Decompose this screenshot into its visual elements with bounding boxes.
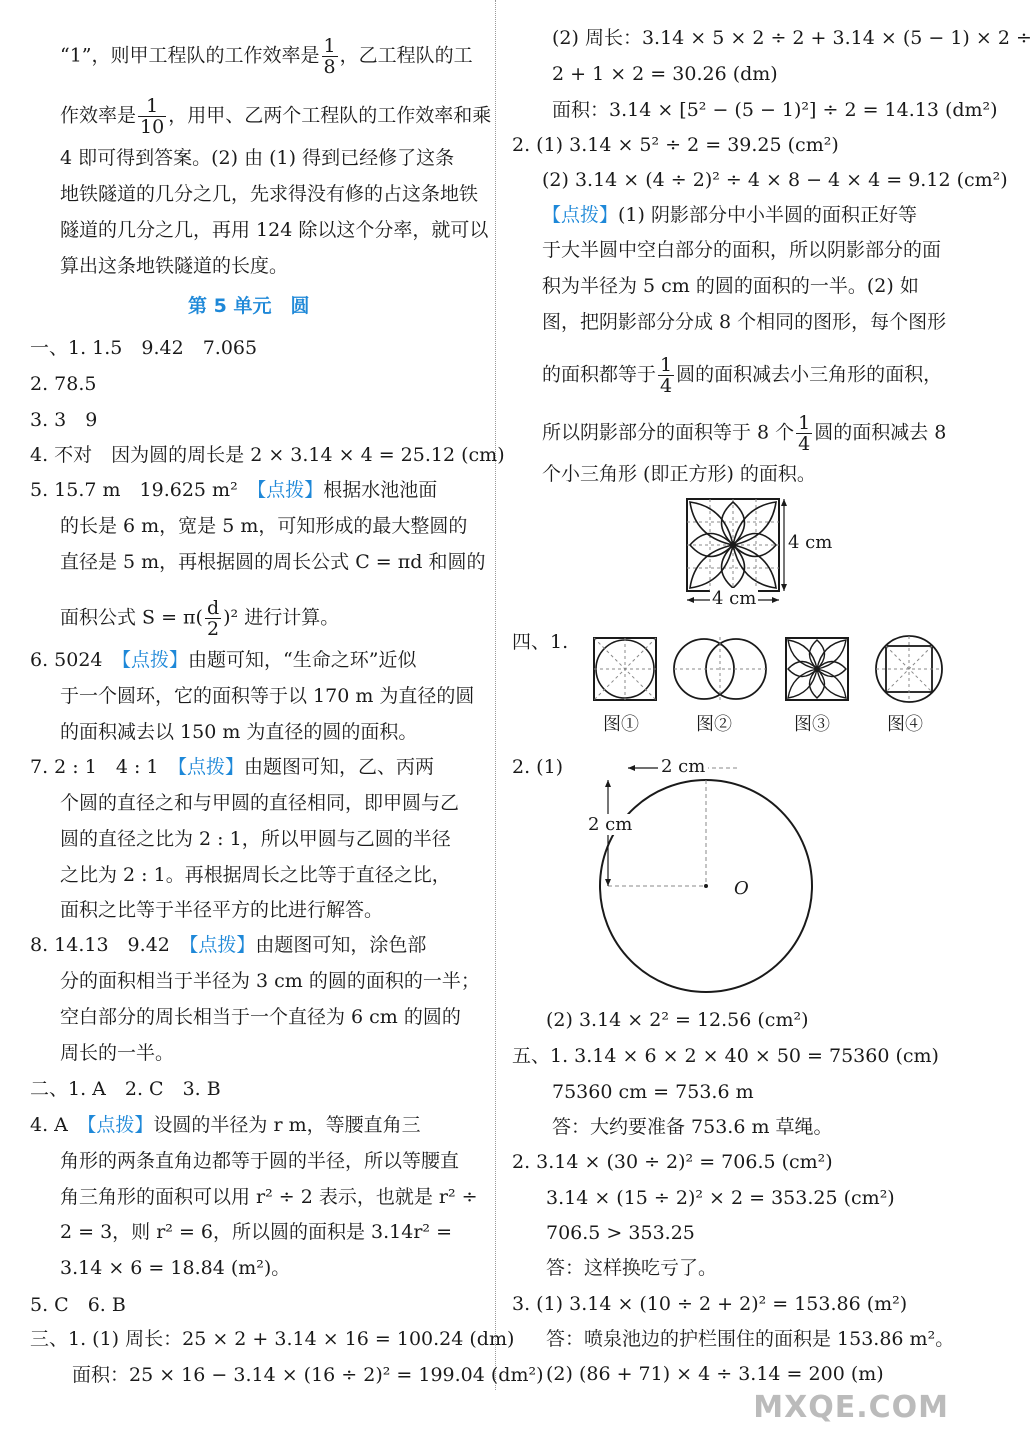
tip-label: 【点拨】: [188, 934, 256, 956]
text-line: 作效率是 $\frac{1}{10}$ ，用甲、乙两个工程队的工作效率和乘: [60, 95, 492, 138]
column-divider: [495, 0, 496, 1390]
section-heading: 四、1.: [512, 631, 569, 653]
center-label: O: [734, 878, 749, 899]
text-line: 空白部分的周长相当于一个直径为 6 cm 的圆的: [60, 1006, 461, 1028]
answer-line: 五、1. 3.14 × 6 × 2 × 40 × 50 = 75360 (cm): [512, 1045, 939, 1067]
text-line: (2) 周长：3.14 × 5 × 2 ÷ 2 + 3.14 × (5 − 1) × 2 ÷: [552, 27, 1032, 49]
text-line: 面积：25 × 16 − 3.14 × (16 ÷ 2)² = 199.04 (dm²): [72, 1364, 544, 1386]
text-line: 直径是 5 m，再根据圆的周长公式 C = πd 和圆的: [60, 551, 486, 573]
tip-label: 【点拨】: [86, 1114, 154, 1136]
text-line: 面积：3.14 × [5² − (5 − 1)²] ÷ 2 = 14.13 (dm²): [552, 99, 998, 121]
text-line: 面积之比等于半径平方的比进行解答。: [60, 899, 384, 921]
answer-line: 5. C 6. B: [30, 1294, 126, 1316]
answer-line: 三、1. (1) 周长：25 × 2 + 3.14 × 16 = 100.24 (dm): [30, 1328, 515, 1350]
text-line: 3.14 × (15 ÷ 2)² × 2 = 353.25 (cm²): [546, 1187, 895, 1209]
text-line: 4 即可得到答案。(2) 由 (1) 得到已经修了这条: [60, 147, 455, 169]
text-line: 角三角形的面积可以用 r² ÷ 2 表示，也就是 r² ÷: [60, 1186, 478, 1208]
text-line: 所以阴影部分的面积等于 8 个 $\frac{1}{4}$ 圆的面积减去 8: [542, 412, 947, 455]
text-line: 地铁隧道的几分之几，先求得没有修的占这条地铁: [60, 183, 479, 205]
answer-line: 7. 2 : 1 4 : 1 【点拨】由题图可知，乙、丙两: [30, 756, 435, 778]
text-line: 于大半圆中空白部分的面积，所以阴影部分的面: [542, 239, 942, 261]
answer-line: 2. (1) 3.14 × 5² ÷ 2 = 39.25 (cm²): [512, 134, 839, 156]
circle-construction-figure: [590, 758, 770, 992]
radius-label-left: 2 cm: [588, 814, 633, 835]
text-line: 图，把阴影部分分成 8 个相同的图形，每个图形: [542, 311, 947, 333]
answer-line: 一、1. 1.5 9.42 7.065: [30, 337, 258, 359]
figure-1-square-circle: [590, 634, 660, 704]
text-line: (2) 3.14 × (4 ÷ 2)² ÷ 4 × 8 − 4 × 4 = 9.12 (cm²): [542, 169, 1008, 191]
text-line: 个小三角形 (即正方形) 的面积。: [542, 463, 816, 485]
watermark: MXQE.COM: [753, 1390, 949, 1425]
text-line: 答：这样换吃亏了。: [546, 1257, 718, 1279]
text-line: 706.5 > 353.25: [546, 1222, 695, 1244]
text-line: 2 + 1 × 2 = 30.26 (dm): [552, 63, 778, 85]
text-line: “1”，则甲工程队的工作效率是 $\frac{1}{8}$ ，乙工程队的工: [60, 35, 473, 78]
answer-line: 二、1. A 2. C 3. B: [30, 1078, 221, 1100]
fraction: $\frac{d}{2}$: [206, 597, 220, 640]
text-line: 3.14 × 6 = 18.84 (m²)。: [60, 1257, 291, 1279]
text-line: 于一个圆环，它的面积等于以 170 m 为直径的圆: [60, 685, 475, 707]
answer-line: 3. (1) 3.14 × (10 ÷ 2 + 2)² = 153.86 (m²): [512, 1293, 908, 1315]
text-line: (2) 3.14 × 2² = 12.56 (cm²): [546, 1009, 809, 1031]
text-line: 积为半径为 5 cm 的圆的面积的一半。(2) 如: [542, 275, 919, 297]
figure-2-two-circles: [672, 634, 768, 704]
text-line: 答：喷泉池边的护栏围住的面积是 153.86 m²。: [546, 1328, 955, 1350]
text-line: 的面积都等于 $\frac{1}{4}$ 圆的面积减去小三角形的面积，: [542, 354, 943, 397]
answer-line: 5. 15.7 m 19.625 m² 【点拨】根据水池池面: [30, 479, 438, 501]
unit-title: 第 5 单元 圆: [188, 295, 310, 317]
figure-3-petal-square: [782, 634, 852, 704]
figure-caption: 图④: [887, 714, 923, 735]
text-line: 之比为 2 : 1。再根据周长之比等于直径之比，: [60, 864, 451, 886]
answer-line: 4. 不对 因为圆的周长是 2 × 3.14 × 4 = 25.12 (cm): [30, 444, 505, 466]
text-line: 答：大约要准备 753.6 m 草绳。: [552, 1116, 833, 1138]
tip-label: 【点拨】: [542, 204, 619, 226]
tip-label: 【点拨】: [121, 649, 189, 671]
figure-4-circle-square: [872, 632, 946, 706]
answer-line: 2. (1): [512, 756, 564, 778]
text-line: 圆的直径之比为 2 : 1，所以甲圆与乙圆的半径: [60, 828, 451, 850]
text-line: 2 = 3，则 r² = 6，所以圆的面积是 3.14r² =: [60, 1221, 453, 1243]
side-length-label: 4 cm: [788, 532, 833, 553]
figure-caption: 图③: [794, 714, 830, 735]
text-line: 分的面积相当于半径为 3 cm 的圆的面积的一半；: [60, 970, 480, 992]
bottom-length-label: 4 cm: [712, 588, 757, 609]
text-line: 算出这条地铁隧道的长度。: [60, 255, 289, 277]
text-line: 个圆的直径之和与甲圆的直径相同，即甲圆与乙: [60, 792, 460, 814]
text-line: 角形的两条直角边都等于圆的半径，所以等腰直: [60, 1150, 460, 1172]
answer-line: 2. 3.14 × (30 ÷ 2)² = 706.5 (cm²): [512, 1151, 833, 1173]
text-line: 75360 cm = 753.6 m: [552, 1081, 754, 1103]
answer-line: 3. 3 9: [30, 409, 98, 431]
fraction: $\frac{1}{10}$: [140, 95, 165, 138]
tip-label: 【点拨】: [256, 479, 324, 501]
text-line: 周长的一半。: [60, 1042, 175, 1064]
radius-label-top: 2 cm: [658, 756, 708, 777]
tip-label: 【点拨】: [177, 756, 244, 778]
figure-caption: 图②: [696, 714, 732, 735]
text-line: 的面积减去以 150 m 为直径的圆的面积。: [60, 721, 418, 743]
figure-caption: 图①: [603, 714, 639, 735]
text-line: 【点拨】(1) 阴影部分中小半圆的面积正好等: [542, 204, 917, 226]
fraction: $\frac{1}{8}$: [323, 35, 336, 78]
answer-line: 4. A 【点拨】设圆的半径为 r m，等腰直角三: [30, 1114, 421, 1136]
answer-line: 8. 14.13 9.42 【点拨】由题图可知，涂色部: [30, 934, 427, 956]
text-line: 隧道的几分之几，再用 124 除以这个分率，就可以: [60, 219, 489, 241]
answer-line: 6. 5024 【点拨】由题可知，“生命之环”近似: [30, 649, 417, 671]
text-line: 的长是 6 m，宽是 5 m，可知形成的最大整圆的: [60, 515, 468, 537]
text-line: 面积公式 S = π( $\frac{d}{2}$ )² 进行计算。: [60, 597, 340, 640]
answer-line: 2. 78.5: [30, 373, 97, 395]
fraction: $\frac{1}{4}$: [660, 354, 673, 397]
text-line: (2) (86 + 71) × 4 ÷ 3.14 = 200 (m): [546, 1363, 884, 1385]
fraction: $\frac{1}{4}$: [798, 412, 811, 455]
